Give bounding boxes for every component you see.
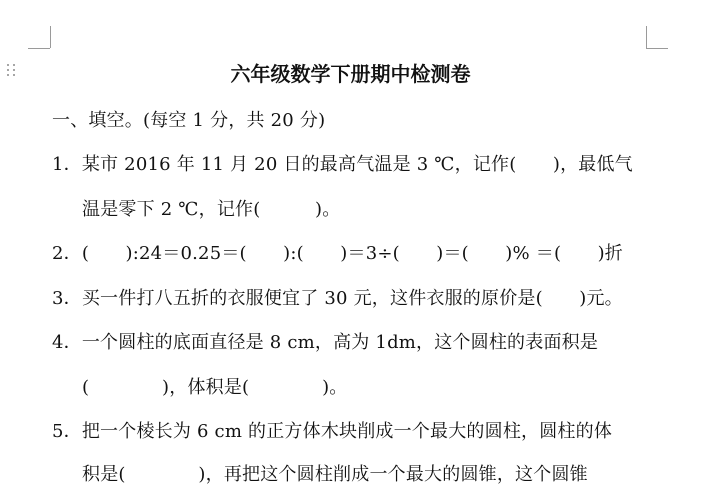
question-line: 温是零下 2 ℃，记作( )。 — [82, 199, 341, 220]
page-corner-mark — [28, 48, 50, 49]
section-heading: 一、填空。(每空 1 分，共 20 分) — [52, 110, 326, 131]
page-corner-mark — [646, 48, 668, 49]
page-corner-mark — [646, 26, 647, 48]
page-corner-mark — [50, 26, 51, 48]
question-line: 3．买一件打八五折的衣服便宜了 30 元，这件衣服的原价是( )元。 — [52, 288, 623, 309]
question-line: ( )，体积是( )。 — [82, 377, 348, 398]
question-line: 5．把一个棱长为 6 cm 的正方体木块削成一个最大的圆柱，圆柱的体 — [52, 421, 613, 442]
document-title: 六年级数学下册期中检测卷 — [230, 62, 471, 86]
question-line: 1．某市 2016 年 11 月 20 日的最高气温是 3 ℃，记作( )，最低气 — [52, 154, 633, 175]
question-line: 4．一个圆柱的底面直径是 8 cm，高为 1dm，这个圆柱的表面积是 — [52, 332, 599, 353]
question-line: 2．( ):24＝0.25＝( ):( )＝3÷( )＝( )% ＝( )折 — [52, 243, 623, 264]
question-line: 积是( )，再把这个圆柱削成一个最大的圆锥，这个圆锥 — [82, 464, 588, 485]
